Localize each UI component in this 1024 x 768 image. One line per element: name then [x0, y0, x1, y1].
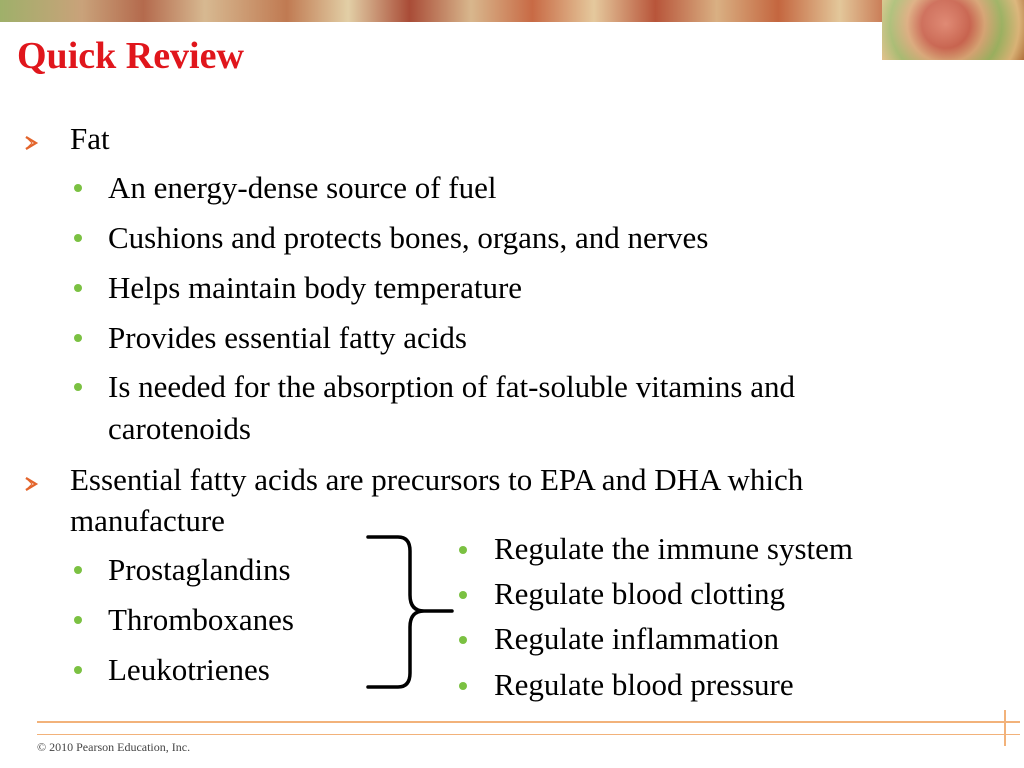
brace-icon	[362, 533, 458, 693]
copyright-footer: © 2010 Pearson Education, Inc.	[37, 740, 191, 754]
footer-rule-tick	[1004, 710, 1006, 746]
function-item: Regulate the immune system	[494, 531, 854, 566]
bullet-essential-fatty-acids: Essential fatty acids are precursors to EPA and DHA which	[70, 462, 804, 497]
bullet-fat: Fat	[70, 121, 110, 156]
list-item: Provides essential fatty acids	[108, 320, 467, 355]
function-item: Regulate inflammation	[494, 621, 779, 656]
dot-bullet-icon	[459, 591, 467, 599]
list-item: Prostaglandins	[108, 552, 291, 587]
dot-bullet-icon	[74, 184, 82, 192]
arrow-bullet-icon	[22, 474, 42, 494]
function-item: Regulate blood clotting	[494, 576, 786, 611]
list-item: An energy-dense source of fuel	[108, 170, 497, 205]
dot-bullet-icon	[459, 546, 467, 554]
list-item: Cushions and protects bones, organs, and nerves	[108, 220, 709, 255]
dot-bullet-icon	[459, 636, 467, 644]
dot-bullet-icon	[74, 616, 82, 624]
arrow-bullet-icon	[22, 133, 42, 153]
list-item: Thromboxanes	[108, 602, 294, 637]
dot-bullet-icon	[459, 682, 467, 690]
footer-rule	[37, 721, 1020, 723]
list-item: Helps maintain body temperature	[108, 270, 523, 305]
dot-bullet-icon	[74, 383, 82, 391]
slide-title: Quick Review	[17, 35, 244, 77]
dot-bullet-icon	[74, 284, 82, 292]
header-food-image-strip	[0, 0, 1024, 22]
footer-rule	[37, 734, 1020, 735]
dot-bullet-icon	[74, 234, 82, 242]
dot-bullet-icon	[74, 566, 82, 574]
function-item: Regulate blood pressure	[494, 667, 794, 702]
header-food-image-corner	[882, 0, 1024, 60]
bullet-continuation: manufacture	[70, 503, 225, 538]
list-item-continuation: carotenoids	[108, 411, 251, 446]
dot-bullet-icon	[74, 334, 82, 342]
dot-bullet-icon	[74, 666, 82, 674]
list-item: Is needed for the absorption of fat-soluble vitamins and	[108, 369, 795, 404]
list-item: Leukotrienes	[108, 652, 270, 687]
